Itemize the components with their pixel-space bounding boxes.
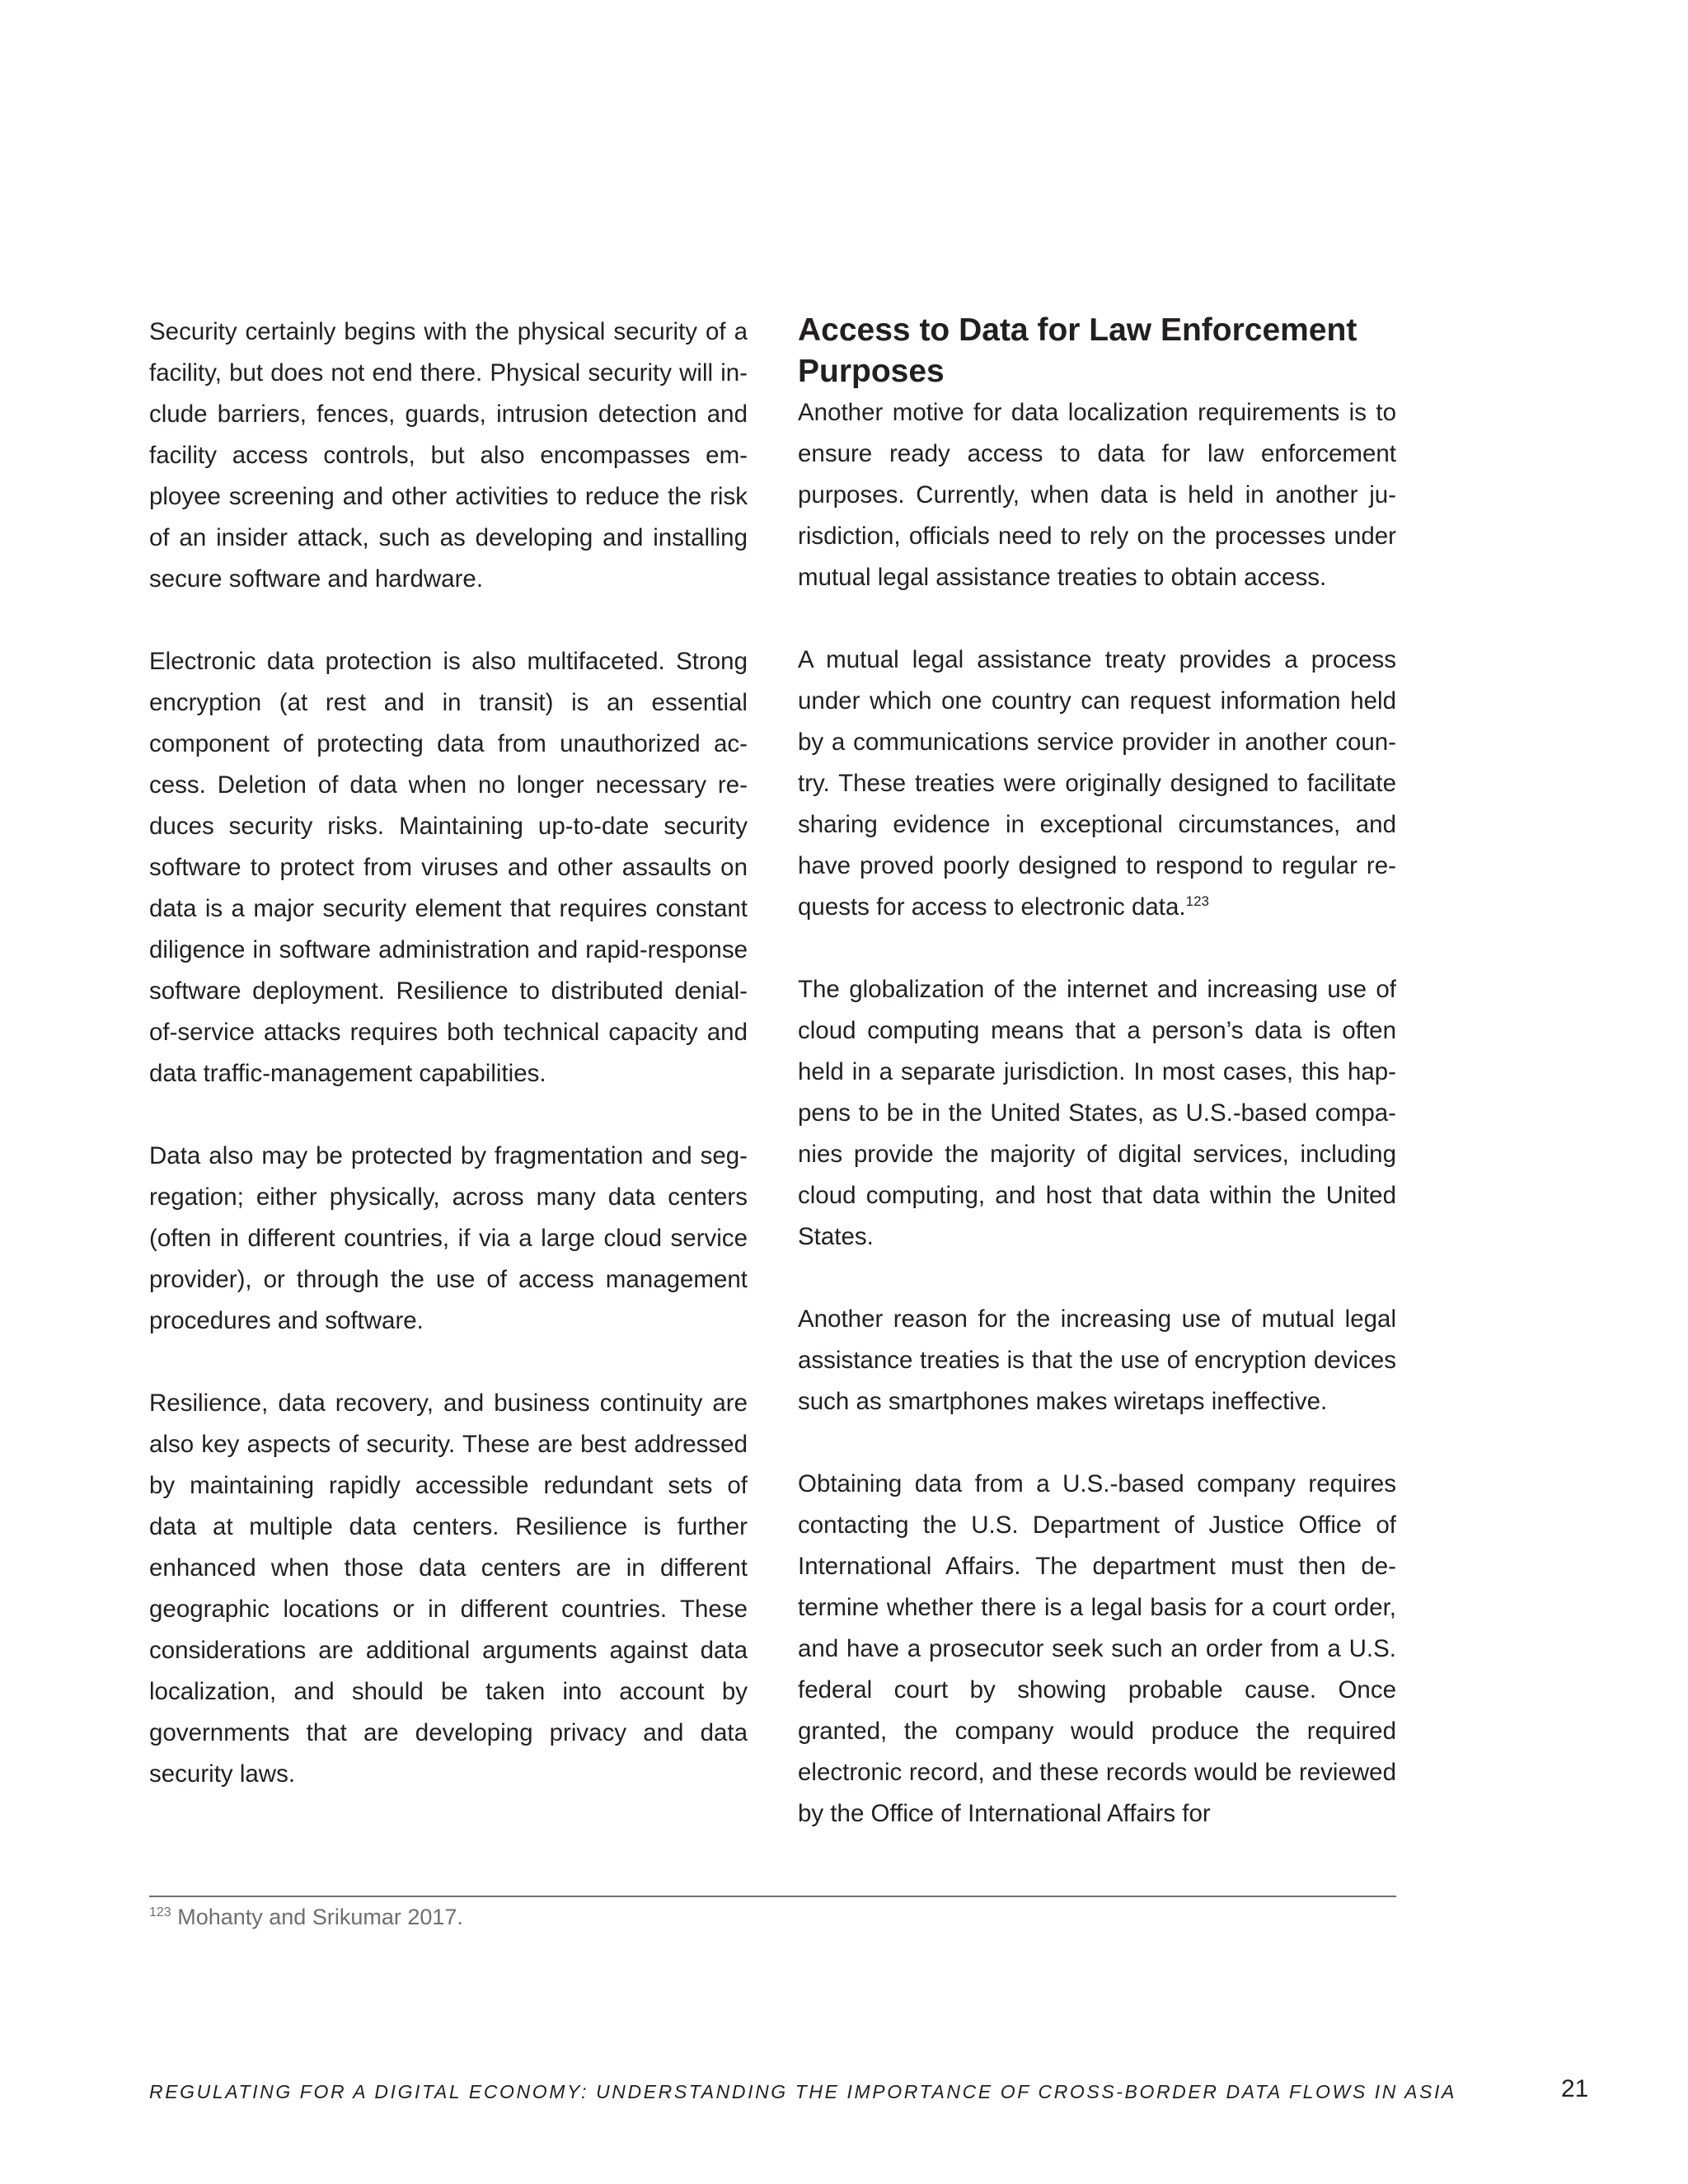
- footnote: [149, 1900, 463, 1933]
- footnote-number: 123: [149, 1905, 171, 1919]
- left-column: [149, 312, 748, 1795]
- body-paragraph: Resilience, data recovery, and business continuity are also key aspects of security. These are best addressed by maintaining rapidly accessible redundant sets of data at multiple data centers. Resilience is further enhanced when those data centers are in different geographic locations or in different countries. These considerations are additional arguments against data localization, and should be taken into account by governments that are developing privacy and data security laws.: [149, 1390, 748, 1788]
- footnote-divider: [149, 1896, 1396, 1897]
- body-paragraph: Data also may be protected by fragmentation and segregation; either physically, across many data centers (often in different countries, if via a large cloud service provider), or through the use of access management procedures and software.: [149, 1142, 748, 1334]
- section-heading: Access to Data for Law Enforcement Purposes: [798, 312, 1357, 389]
- footnote-reference[interactable]: 123: [1185, 893, 1209, 910]
- footnote-text: Mohanty and Srikumar 2017.: [177, 1905, 463, 1929]
- body-paragraph: Another reason for the increasing use of mutual legal assistance treaties is that the use of encryption devices such as smartphones makes wiretaps ineffective.: [798, 1305, 1396, 1415]
- body-paragraph: Obtaining data from a U.S.-based company requires contacting the U.S. Department of Justice Office of International Affairs. The department must then determine whether there is a legal basis for a court order, and have a prosecutor seek such an order from a U.S. federal court by showing probable cause. Once granted, the company would produce the required electronic record, and these records would be reviewed by the Office of International Affairs for: [798, 1470, 1396, 1827]
- right-column: [798, 312, 1396, 1835]
- page-number: 21: [1561, 2075, 1589, 2102]
- running-footer-title: REGULATING FOR A DIGITAL ECONOMY: UNDERSTANDING THE IMPORTANCE OF CROSS-BORDER DATA FLOWS IN ASIA: [149, 2081, 1456, 2102]
- body-paragraph: [798, 640, 1396, 928]
- body-paragraph: Another motive for data localization requirements is to ensure ready access to data for law enforcement purposes. Currently, when data is held in another jurisdiction, officials need to rely on the processes under mutual legal assistance treaties to obtain access.: [798, 399, 1396, 591]
- body-paragraph-text: A mutual legal assistance treaty provides a process under which one country can request information held by a communications service provider in another country. These treaties were originally designed to facilitate sharing evidence in exceptional circumstances, and have proved poorly designed to respond to regular requests for access to electronic data.: [798, 646, 1396, 921]
- body-paragraph: Electronic data protection is also multifaceted. Strong encryption (at rest and in transit) is an essential component of protecting data from unauthorized access. Deletion of data when no longer necessary reduces security risks. Maintaining up-to-date security software to protect from viruses and other assaults on data is a major security element that requires constant diligence in software administration and rapid-response software deployment. Resilience to distributed denial-of-service attacks requires both technical capacity and data traffic-management capabilities.: [149, 648, 748, 1087]
- body-paragraph: Security certainly begins with the physical security of a facility, but does not end there. Physical security will include barriers, fences, guards, intrusion detection and facility access controls, but also encompasses employee screening and other activities to reduce the risk of an insider attack, such as developing and installing secure software and hardware.: [149, 318, 748, 593]
- body-paragraph: The globalization of the internet and increasing use of cloud computing means that a person’s data is often held in a separate jurisdiction. In most cases, this happens to be in the United States, as U.S.-based companies provide the majority of digital services, including cloud computing, and host that data within the United States.: [798, 976, 1396, 1250]
